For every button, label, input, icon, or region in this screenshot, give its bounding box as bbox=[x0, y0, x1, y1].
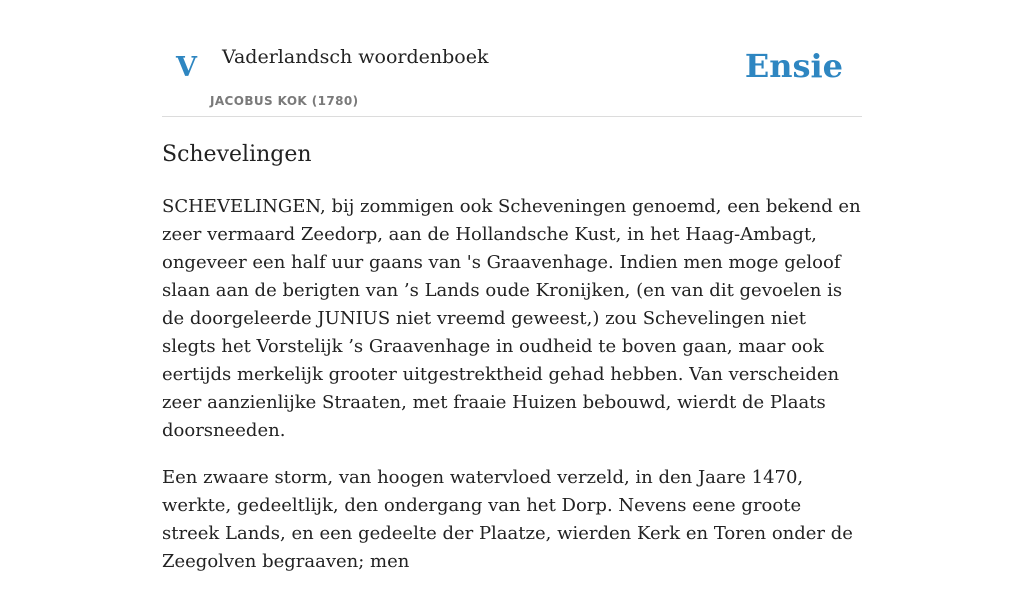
article-paragraph: SCHEVELINGEN, bij zommigen ook Scheveningen genoemd, een bekend en zeer vermaard Zeedorp, aan de Hollandsche Kust, in het Haag-Ambagt, ongeveer een half uur gaans van 's Graavenhage. Indien men moge geloof slaan aan de berigten van ’s Lands oude Kronijken, (en van dit gevoelen is de doorgeleerde JUNIUS niet vreemd geweest,) zou Schevelingen niet slegts het Vorstelijk ’s Graavenhage in oudheid te boven gaan, maar ook eertijds merkelijk grooter uitgestrektheid gehad hebben. Van verscheiden zeer aanzienlijke Straaten, met fraaie Huizen bebouwd, wierdt de Plaats doorsneeden. bbox=[162, 196, 861, 441]
brand-logo[interactable]: Ensie bbox=[744, 47, 843, 85]
article bbox=[162, 138, 862, 595]
book-title[interactable]: Vaderlandsch woordenboek bbox=[222, 46, 489, 68]
volume-letter-link[interactable]: V bbox=[176, 52, 197, 83]
article-paragraph: Een zwaare storm, van hoogen watervloed verzeld, in den Jaare 1470, werkte, gedeeltlijk, den ondergang van het Dorp. Nevens eene groote streek Lands, en een gedeelte der Plaatze, wierden Kerk en Toren onder de Zeegolven begraaven; men bbox=[162, 467, 853, 572]
article-title: Schevelingen bbox=[162, 142, 312, 167]
site-header bbox=[162, 0, 862, 117]
book-author: JACOBUS KOK (1780) bbox=[210, 94, 359, 108]
